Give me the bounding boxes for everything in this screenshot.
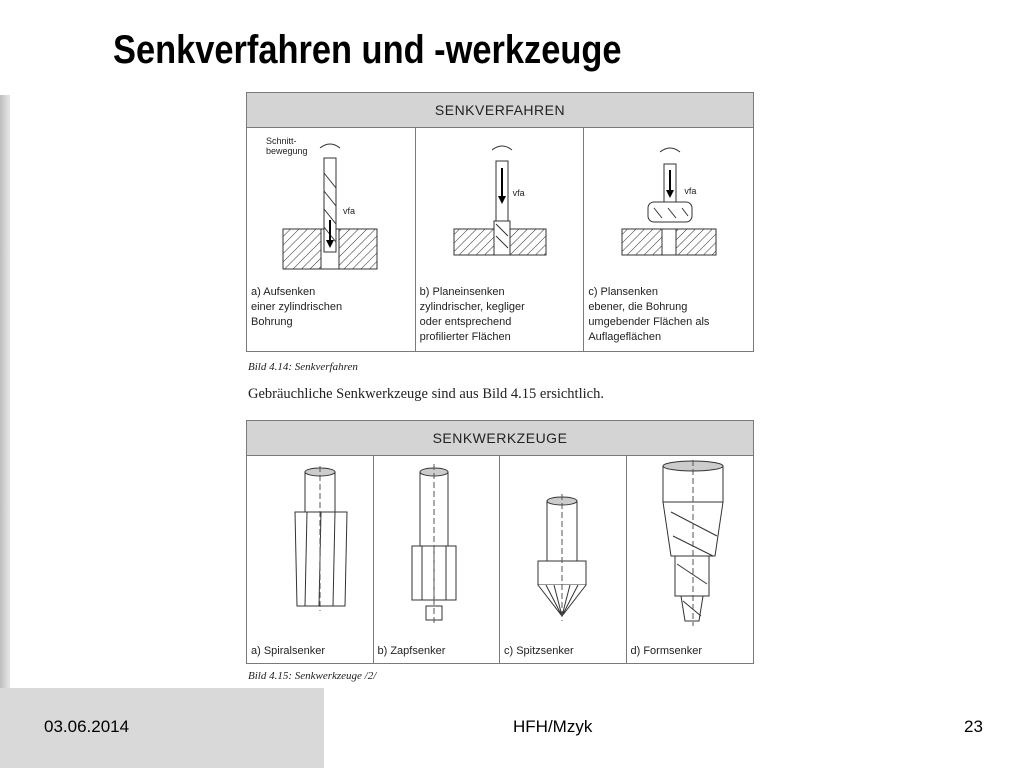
slide-title: Senkverfahren und -werkzeuge bbox=[113, 28, 622, 72]
process-cell-plansenken bbox=[584, 128, 753, 351]
left-accent-bar bbox=[0, 95, 10, 688]
cut-motion-label: Schnitt- bewegung bbox=[266, 136, 308, 156]
figure-senkwerkzeuge bbox=[246, 420, 754, 664]
tool-caption: c) Spitzsenker bbox=[504, 645, 574, 657]
tool-cell-spiralsenker bbox=[247, 456, 374, 663]
figure-senkverfahren bbox=[246, 92, 754, 352]
process-cell-aufsenken bbox=[247, 128, 416, 351]
feed-label: vfa bbox=[512, 188, 525, 198]
spitzsenker-drawing bbox=[500, 456, 626, 662]
figure-header: SENKVERFAHREN bbox=[247, 93, 753, 128]
feed-label: vfa bbox=[343, 206, 356, 216]
tool-caption: b) Zapfsenker bbox=[377, 645, 446, 657]
tool-cell-spitzsenker bbox=[500, 456, 627, 663]
feed-label: vfa bbox=[684, 186, 697, 196]
figure-header: SENKWERKZEUGE bbox=[247, 421, 753, 456]
figure-caption-senkwerkzeuge: Bild 4.15: Senkwerkzeuge /2/ bbox=[248, 670, 377, 682]
zapfsenker-drawing bbox=[374, 456, 500, 662]
body-paragraph: Gebräuchliche Senkwerkzeuge sind aus Bild 4.15 ersichtlich. bbox=[248, 386, 604, 402]
footer-date: 03.06.2014 bbox=[44, 717, 130, 736]
formsenker-drawing bbox=[627, 456, 753, 662]
spiralsenker-drawing bbox=[247, 456, 373, 662]
process-caption: b) Planeinsenken zylindrischer, kegliger oder entsprechend profilierter Flächen bbox=[419, 286, 525, 343]
figure-caption-senkverfahren: Bild 4.14: Senkverfahren bbox=[248, 361, 358, 373]
tool-caption: d) Formsenker bbox=[630, 645, 703, 657]
footer-page-number: 23 bbox=[964, 717, 983, 736]
footer-author: HFH/Mzyk bbox=[513, 717, 593, 736]
process-cell-planeinsenken bbox=[416, 128, 585, 351]
process-caption: c) Plansenken ebener, die Bohrung umgebender Flächen als Auflageflächen bbox=[588, 286, 710, 343]
tool-cell-zapfsenker bbox=[374, 456, 501, 663]
tool-caption: a) Spiralsenker bbox=[251, 645, 325, 657]
process-caption: a) Aufsenken einer zylindrischen Bohrung bbox=[251, 286, 343, 328]
tool-cell-formsenker bbox=[627, 456, 754, 663]
